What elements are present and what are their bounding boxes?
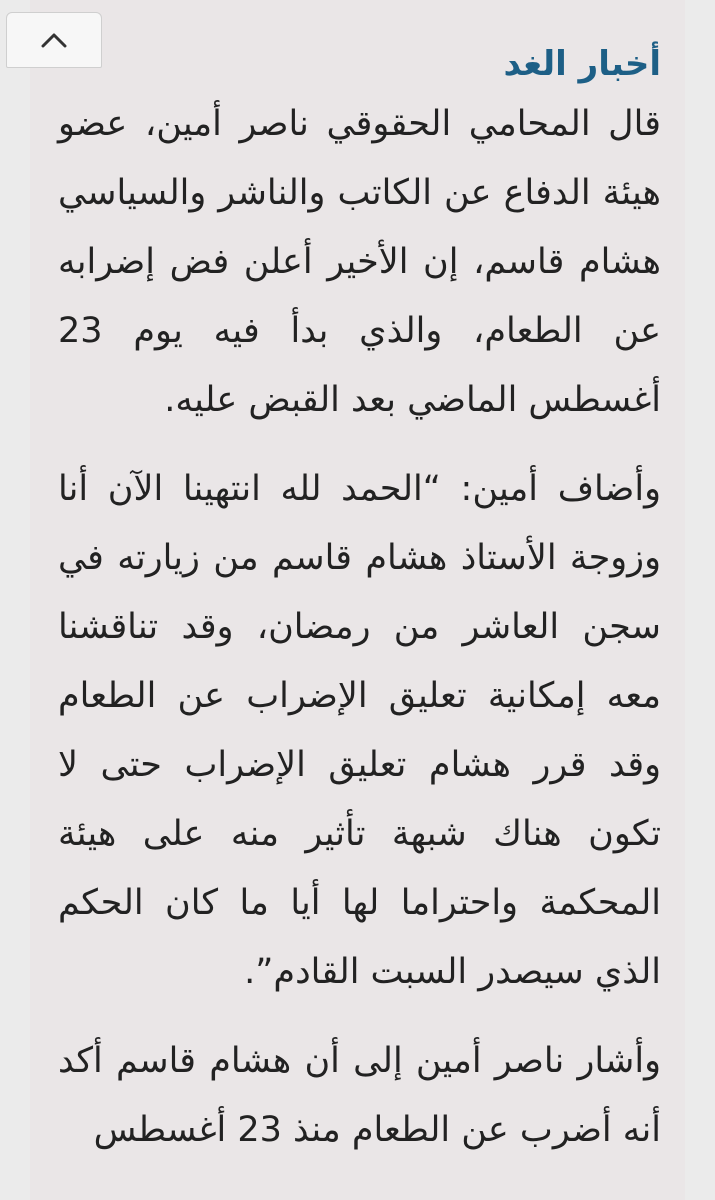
article-paragraph-2: وأضاف أمين: “الحمد لله انتهينا الآن أنا وزوجة الأستاذ هشام قاسم من زيارته في سجن العاشر من رمضان، وقد تناقشنا معه إمكانية تعليق الإضراب عن الطعام وقد قرر هشام تعليق الإضراب حتى لا تكون هناك شبهة تأثير منه على هيئة المحكمة واحتراما لها أيا ما كان الحكم الذي سيصدر السبت القادم”. [58, 469, 661, 992]
chevron-up-icon [41, 32, 67, 48]
article-paragraph-3: وأشار ناصر أمين إلى أن هشام قاسم أكد أنه أضرب عن الطعام منذ 23 أغسطس [58, 1041, 661, 1150]
collapse-button[interactable] [6, 12, 102, 68]
article-body [30, 0, 685, 1200]
article-paragraph-1: قال المحامي الحقوقي ناصر أمين، عضو هيئة الدفاع عن الكاتب والناشر والسياسي هشام قاسم، إن الأخير أعلن فض إضرابه عن الطعام، والذي بدأ فيه يوم 23 أغسطس الماضي بعد القبض عليه. [58, 104, 661, 420]
article-source: أخبار الغد [503, 44, 661, 84]
